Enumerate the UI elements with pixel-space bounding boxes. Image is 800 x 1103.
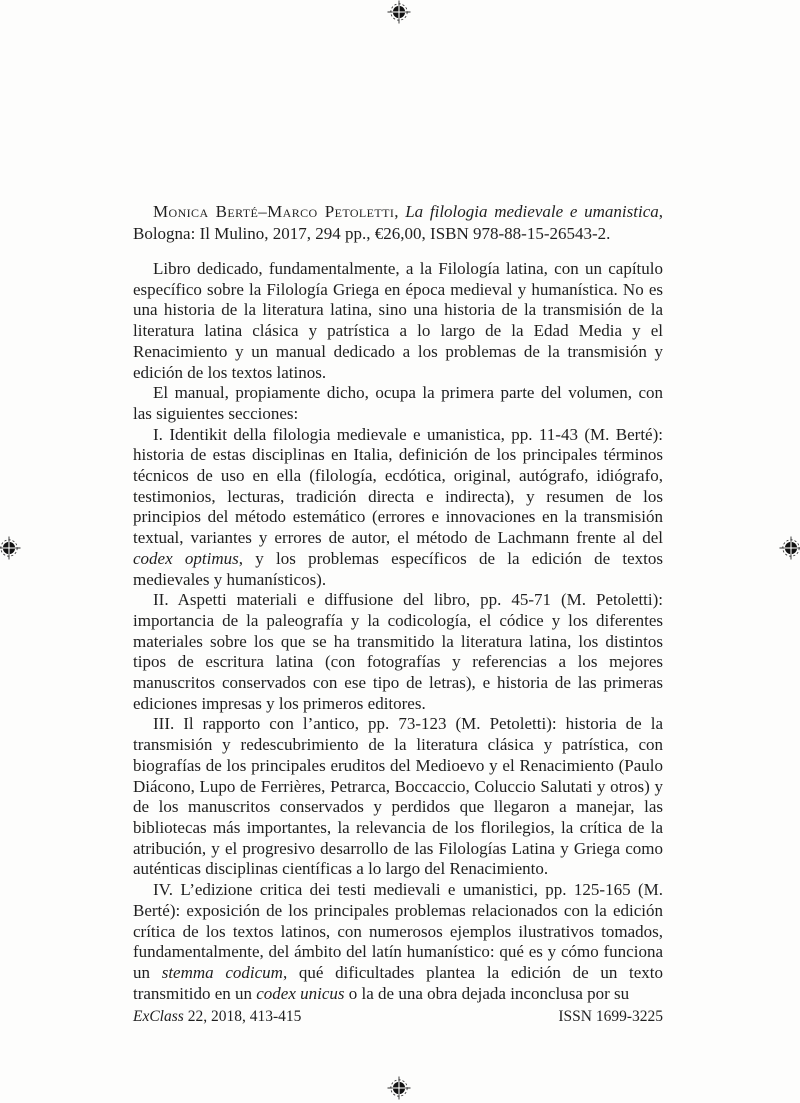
review-paragraph	[133, 590, 663, 714]
text-segment: 22, 2018, 413-415	[183, 1008, 302, 1025]
text-segment: stemma codicum	[161, 962, 283, 982]
text-segment: codex unicus	[256, 983, 345, 1003]
review-paragraph	[133, 880, 663, 1004]
review-body	[133, 259, 663, 1004]
page-footer	[133, 1008, 663, 1026]
review-text-block	[133, 201, 663, 1004]
issn-label: ISSN 1699-3225	[558, 1008, 663, 1025]
text-segment: IV. L’edizione critica dei testi medievali e umanistici, pp. 125-165 (M. Berté): exposición de los principales problemas relacionados con la edición crítica de los textos latinos, con numerosos ejemplos ilustrativos tomados, fundamentalmente, del ámbito del latín humanístico: qué es y cómo funciona un	[133, 880, 663, 982]
text-segment: , Bologna: Il Mulino, 2017, 294 pp., €26,00, ISBN 978-88-15-26543-2.	[133, 202, 663, 243]
review-paragraph	[133, 714, 663, 880]
text-segment: III. Il rapporto con l’antico, pp. 73-123 (M. Petoletti): historia de la transmisión y redescubrimiento de la literatura clásica y patrística, con biografías de los principales eruditos del Medioevo y el Renacimiento (Paulo Diácono, Lupo de Ferrières, Petrarca, Boccaccio, Coluccio Salutati y otros) y de los manuscritos conservados y perdidos que llegaron a manejar, las bibliotecas más importantes, la relevancia de los florilegios, la crítica de la atribución, y el progresivo desarrollo de las Filologías Latina y Griega como auténticas disciplinas científicas a lo largo del Renacimiento.	[133, 714, 663, 879]
text-segment: II. Aspetti materiali e diffusione del libro, pp. 45-71 (M. Petoletti): importancia de la paleografía y la codicología, el códice y los diferentes materiales sobre los que se ha transmitido la literatura latina, los distintos tipos de escritura latina (con fotografías y referencias a los mejores manuscritos conservados con ese tipo de letras), e historia de las primeras ediciones impresas y los primeros editores.	[133, 590, 663, 713]
text-segment: ExClass	[133, 1008, 184, 1025]
text-segment: o la de una obra dejada inconclusa por su	[344, 983, 630, 1003]
text-segment: codex optimus	[133, 548, 239, 568]
text-segment: El manual, propiamente dicho, ocupa la primera parte del volumen, con las siguientes secciones:	[133, 383, 663, 423]
text-segment: Libro dedicado, fundamentalmente, a la Filología latina, con un capítulo específico sobre la Filología Griega en época medieval y humanística. No es una historia de la literatura latina, sino una historia de la transmisión de la literatura latina clásica y patrística a lo largo de la Edad Media y el Renacimiento y un manual dedicado a los problemas de la transmisión y edición de los textos latinos.	[133, 259, 663, 382]
registration-mark-icon	[386, 1075, 412, 1101]
text-segment: , y los problemas específicos de la edición de textos medievales y humanísticos).	[133, 548, 663, 589]
review-paragraph	[133, 259, 663, 383]
registration-mark-icon	[386, 0, 412, 25]
registration-mark-icon	[0, 535, 22, 561]
text-segment: , qué dificultades plantea la edición de un texto transmitido en un	[133, 962, 664, 1003]
text-segment: I. Identikit della filologia medievale e umanistica, pp. 11-43 (M. Berté): historia de estas disciplinas en Italia, definición de los principales términos técnicos de uso en ella (filología, ecdótica, original, autógrafo, idiógrafo, testimonios, lecturas, tradición directa e indirecta), y resumen de los principios del método estemático (errores e innovaciones en la transmisión textual, variantes y errores de autor, el método de Lachmann frente al del	[133, 424, 663, 548]
text-segment: Monica Berté–Marco Petoletti	[153, 202, 395, 221]
registration-mark-icon	[778, 535, 800, 561]
review-paragraph	[133, 383, 663, 424]
journal-volume-reference	[133, 1008, 301, 1026]
text-segment: ,	[394, 202, 406, 221]
review-paragraph	[133, 425, 663, 591]
book-citation	[133, 201, 663, 244]
text-segment: La filologia medievale e umanistica	[405, 202, 659, 221]
